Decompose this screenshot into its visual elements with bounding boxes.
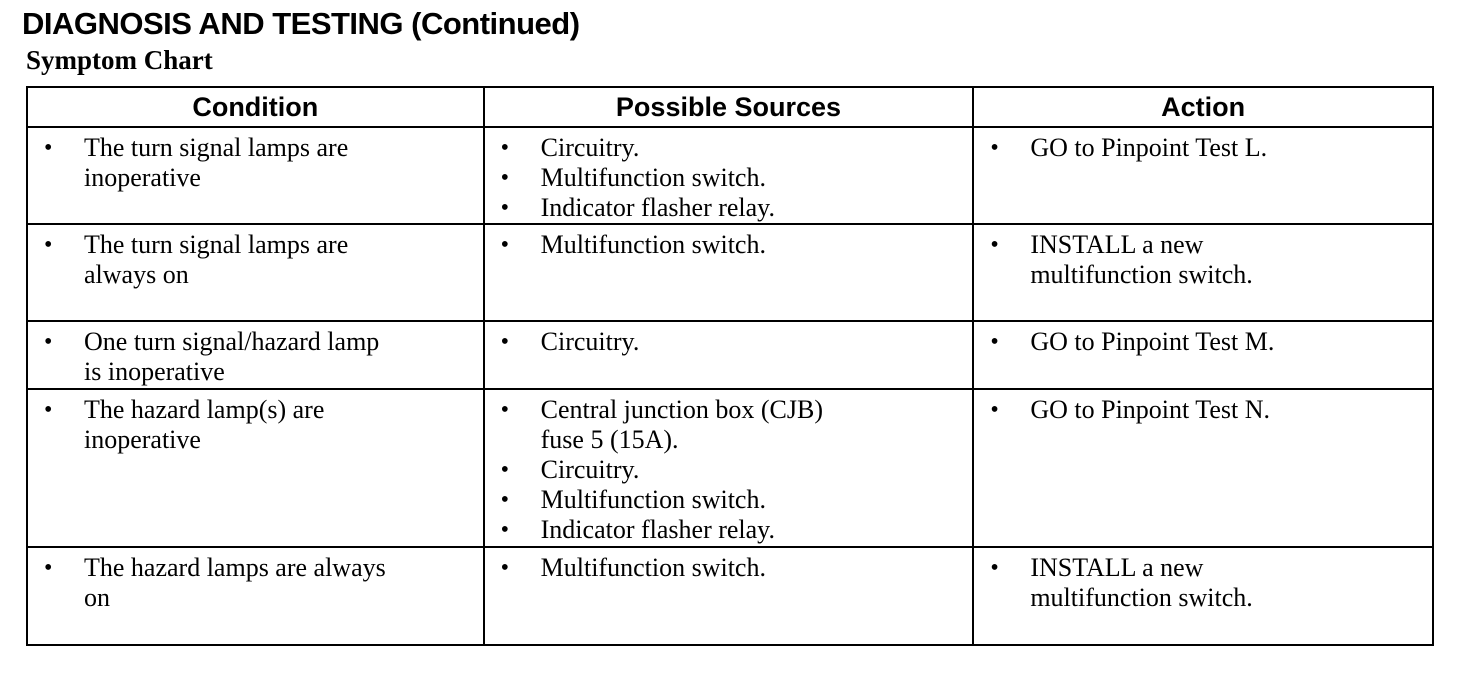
bullet-icon: •: [44, 555, 53, 581]
bullet-icon: •: [500, 135, 510, 161]
sources-cell: [484, 224, 974, 321]
condition-item: [40, 133, 483, 193]
action-cell: [973, 224, 1433, 321]
condition-text-line: One turn signal/hazard lamp: [84, 327, 380, 356]
action-text-line: GO to Pinpoint Test N.: [1030, 395, 1270, 424]
action-cell: [973, 389, 1433, 547]
condition-text-line: inoperative: [84, 163, 201, 192]
table-row: [27, 389, 1433, 547]
bullet-icon: •: [500, 517, 510, 543]
bullet-icon: •: [44, 232, 53, 258]
bullet-icon: •: [500, 555, 510, 581]
source-text-line: Multifunction switch.: [540, 230, 766, 259]
table-row: [27, 127, 1433, 224]
bullet-icon: •: [44, 397, 53, 423]
source-item: [497, 163, 973, 193]
table-row: [27, 321, 1433, 389]
source-item: [497, 133, 973, 163]
action-text-line: INSTALL a new: [1030, 230, 1204, 259]
source-text-line: Circuitry.: [540, 133, 640, 162]
source-text-line: Central junction box (CJB): [540, 395, 823, 424]
bullet-icon: •: [500, 397, 510, 423]
source-text-line: Indicator flasher relay.: [540, 193, 775, 222]
action-item: [986, 553, 1432, 613]
bullet-icon: •: [990, 555, 999, 581]
condition-item: [40, 395, 483, 455]
condition-item: [40, 230, 483, 290]
condition-cell: [27, 389, 484, 547]
source-item: [497, 327, 973, 357]
action-item: [986, 133, 1432, 163]
condition-text-line: inoperative: [84, 425, 201, 454]
source-text-line: Multifunction switch.: [540, 553, 766, 582]
source-text-line: Circuitry.: [540, 327, 640, 356]
source-item: [497, 553, 973, 583]
table-header-row: [27, 87, 1433, 127]
action-text-line: GO to Pinpoint Test L.: [1030, 133, 1268, 162]
source-item: [497, 455, 973, 485]
bullet-icon: •: [500, 329, 510, 355]
source-item: [497, 193, 973, 223]
bullet-icon: •: [44, 329, 53, 355]
action-text-line: INSTALL a new: [1030, 553, 1204, 582]
symptom-chart-table: [26, 86, 1434, 646]
condition-text-line: The hazard lamp(s) are: [84, 395, 325, 424]
column-header-possible-sources: Possible Sources: [484, 87, 974, 127]
action-item: [986, 395, 1432, 425]
condition-cell: [27, 224, 484, 321]
condition-text-line: The hazard lamps are always: [84, 553, 386, 582]
source-text-line: Multifunction switch.: [540, 485, 766, 514]
bullet-icon: •: [500, 165, 510, 191]
sources-cell: [484, 321, 974, 389]
condition-item: [40, 553, 483, 613]
action-item: [986, 327, 1432, 357]
condition-text-line: The turn signal lamps are: [84, 133, 349, 162]
condition-text-line: is inoperative: [84, 357, 225, 386]
action-cell: [973, 127, 1433, 224]
condition-text-line: on: [84, 583, 110, 612]
condition-item: [40, 327, 483, 387]
page-heading: DIAGNOSIS AND TESTING (Continued): [22, 6, 580, 41]
bullet-icon: •: [44, 135, 53, 161]
condition-cell: [27, 127, 484, 224]
source-text-line: Indicator flasher relay.: [540, 515, 775, 544]
action-text-line: multifunction switch.: [1030, 583, 1253, 612]
source-text-line: Circuitry.: [540, 455, 640, 484]
bullet-icon: •: [990, 397, 999, 423]
action-item: [986, 230, 1432, 290]
bullet-icon: •: [990, 135, 999, 161]
action-cell: [973, 547, 1433, 645]
source-item: [497, 230, 973, 260]
bullet-icon: •: [500, 195, 510, 221]
chart-title: Symptom Chart: [26, 45, 213, 75]
table-row: [27, 224, 1433, 321]
source-item: [497, 485, 973, 515]
source-item: [497, 395, 973, 455]
table-row: [27, 547, 1433, 645]
action-cell: [973, 321, 1433, 389]
condition-text-line: always on: [84, 260, 189, 289]
column-header-condition: Condition: [27, 87, 484, 127]
bullet-icon: •: [990, 232, 999, 258]
sources-cell: [484, 127, 974, 224]
sources-cell: [484, 389, 974, 547]
source-text-line: fuse 5 (15A).: [540, 425, 679, 454]
condition-cell: [27, 321, 484, 389]
bullet-icon: •: [990, 329, 999, 355]
source-text-line: Multifunction switch.: [540, 163, 766, 192]
source-item: [497, 515, 973, 545]
bullet-icon: •: [500, 232, 510, 258]
bullet-icon: •: [500, 487, 510, 513]
action-text-line: multifunction switch.: [1030, 260, 1253, 289]
sources-cell: [484, 547, 974, 645]
bullet-icon: •: [500, 457, 510, 483]
action-text-line: GO to Pinpoint Test M.: [1030, 327, 1275, 356]
condition-cell: [27, 547, 484, 645]
condition-text-line: The turn signal lamps are: [84, 230, 349, 259]
column-header-action: Action: [973, 87, 1433, 127]
table-body: [27, 127, 1433, 645]
